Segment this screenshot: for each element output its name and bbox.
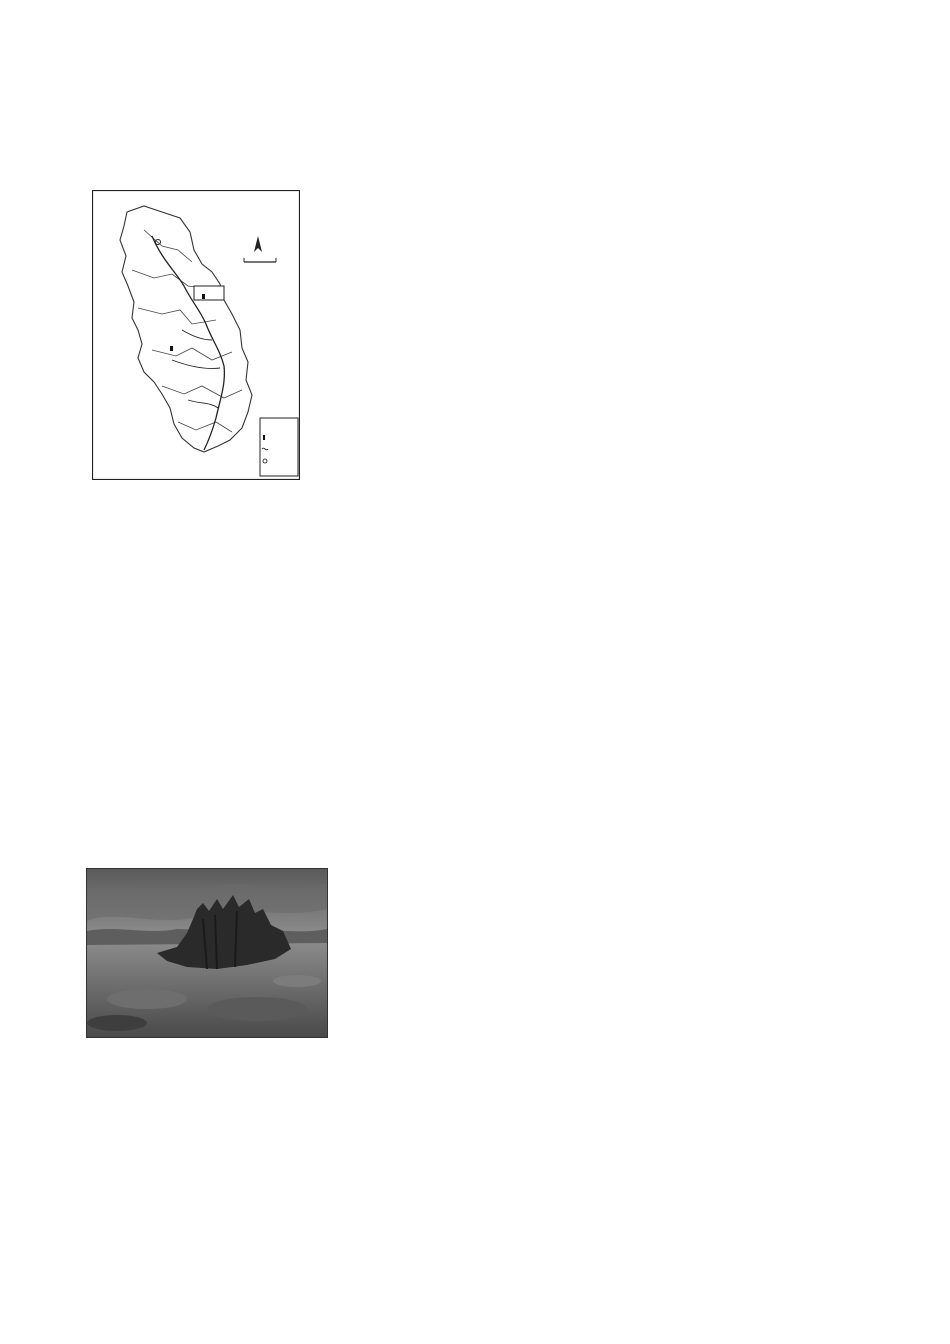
station-marker [202,294,205,299]
map-legend [260,418,298,476]
chart-jiucheng [306,318,546,478]
chart-kejie [306,154,546,310]
map-svg [92,190,300,480]
station-marker [170,346,173,351]
figure-1-map [92,190,300,480]
hedgerow-photo [86,868,328,1038]
